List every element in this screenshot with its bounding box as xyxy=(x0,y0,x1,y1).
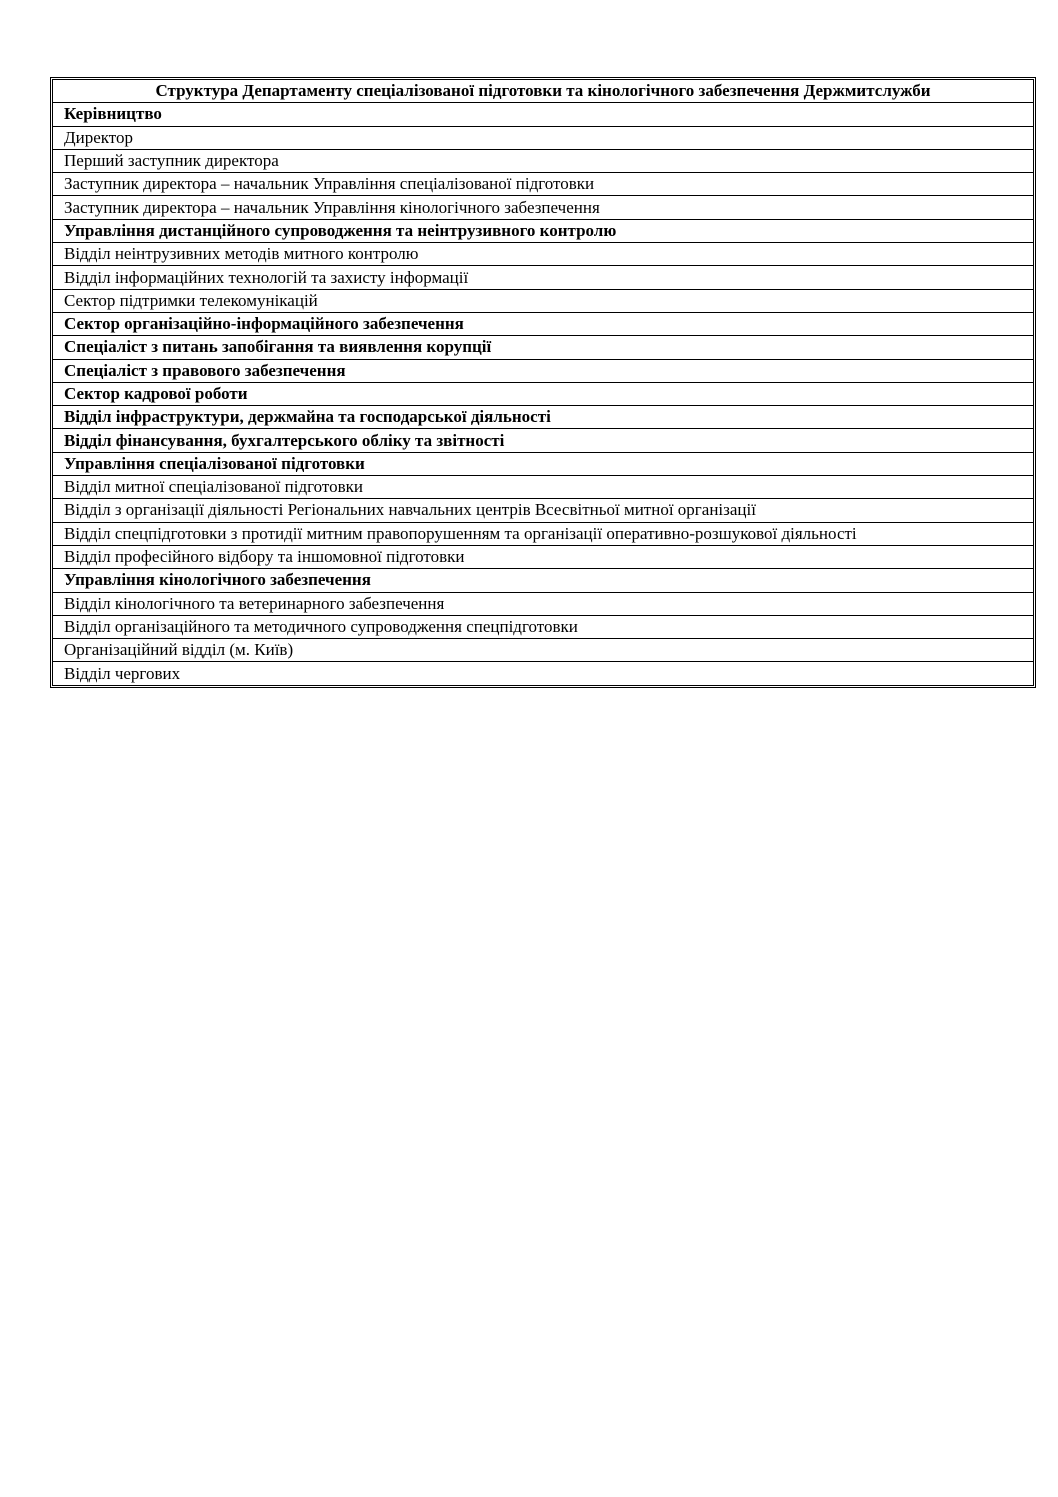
table-row xyxy=(53,173,1034,196)
unit-cell: Заступник директора – начальник Управління кінологічного забезпечення xyxy=(53,196,1034,219)
table-row xyxy=(53,452,1034,475)
unit-cell: Відділ неінтрузивних методів митного контролю xyxy=(53,243,1034,266)
table-title: Структура Департаменту спеціалізованої підготовки та кінологічного забезпечення Держмитслужби xyxy=(53,80,1034,103)
table-row xyxy=(53,312,1034,335)
unit-cell: Перший заступник директора xyxy=(53,149,1034,172)
section-heading-cell: Відділ інфраструктури, держмайна та господарської діяльності xyxy=(53,406,1034,429)
unit-cell: Директор xyxy=(53,126,1034,149)
unit-cell: Організаційний відділ (м. Київ) xyxy=(53,639,1034,662)
unit-cell: Сектор підтримки телекомунікацій xyxy=(53,289,1034,312)
table-row xyxy=(53,569,1034,592)
table-row xyxy=(53,219,1034,242)
structure-table-body xyxy=(53,80,1034,686)
table-row xyxy=(53,429,1034,452)
table-row xyxy=(53,243,1034,266)
table-row xyxy=(53,196,1034,219)
unit-cell: Відділ кінологічного та ветеринарного забезпечення xyxy=(53,592,1034,615)
section-heading-cell: Управління кінологічного забезпечення xyxy=(53,569,1034,592)
table-row xyxy=(53,289,1034,312)
unit-cell: Заступник директора – начальник Управління спеціалізованої підготовки xyxy=(53,173,1034,196)
table-row xyxy=(53,406,1034,429)
unit-cell: Відділ організаційного та методичного супроводження спецпідготовки xyxy=(53,615,1034,638)
table-row xyxy=(53,476,1034,499)
section-heading-cell: Сектор кадрової роботи xyxy=(53,382,1034,405)
section-heading-cell: Сектор організаційно-інформаційного забезпечення xyxy=(53,312,1034,335)
table-row xyxy=(53,359,1034,382)
unit-cell: Відділ інформаційних технологій та захисту інформації xyxy=(53,266,1034,289)
table-row xyxy=(53,499,1034,522)
structure-table xyxy=(50,77,1036,688)
table-row xyxy=(53,545,1034,568)
table-row xyxy=(53,522,1034,545)
unit-cell: Відділ спецпідготовки з протидії митним правопорушенням та організації оперативно-розшукової діяльності xyxy=(53,522,1034,545)
unit-cell: Відділ чергових xyxy=(53,662,1034,685)
section-heading-cell: Спеціаліст з питань запобігання та виявлення корупції xyxy=(53,336,1034,359)
unit-cell: Відділ митної спеціалізованої підготовки xyxy=(53,476,1034,499)
section-heading-cell: Відділ фінансування, бухгалтерського обліку та звітності xyxy=(53,429,1034,452)
table-row xyxy=(53,382,1034,405)
table-row xyxy=(53,639,1034,662)
section-heading-cell: Управління спеціалізованої підготовки xyxy=(53,452,1034,475)
table-row xyxy=(53,126,1034,149)
table-row xyxy=(53,615,1034,638)
table-row xyxy=(53,592,1034,615)
section-heading-cell: Управління дистанційного супроводження та неінтрузивного контролю xyxy=(53,219,1034,242)
table-row xyxy=(53,266,1034,289)
table-row xyxy=(53,336,1034,359)
table-row xyxy=(53,662,1034,685)
unit-cell: Відділ з організації діяльності Регіональних навчальних центрів Всесвітньої митної організації xyxy=(53,499,1034,522)
structure-table-grid xyxy=(52,79,1034,686)
section-heading-cell: Спеціаліст з правового забезпечення xyxy=(53,359,1034,382)
table-title-row xyxy=(53,80,1034,103)
section-heading-cell: Керівництво xyxy=(53,103,1034,126)
table-row xyxy=(53,149,1034,172)
unit-cell: Відділ професійного відбору та іншомовної підготовки xyxy=(53,545,1034,568)
table-row xyxy=(53,103,1034,126)
